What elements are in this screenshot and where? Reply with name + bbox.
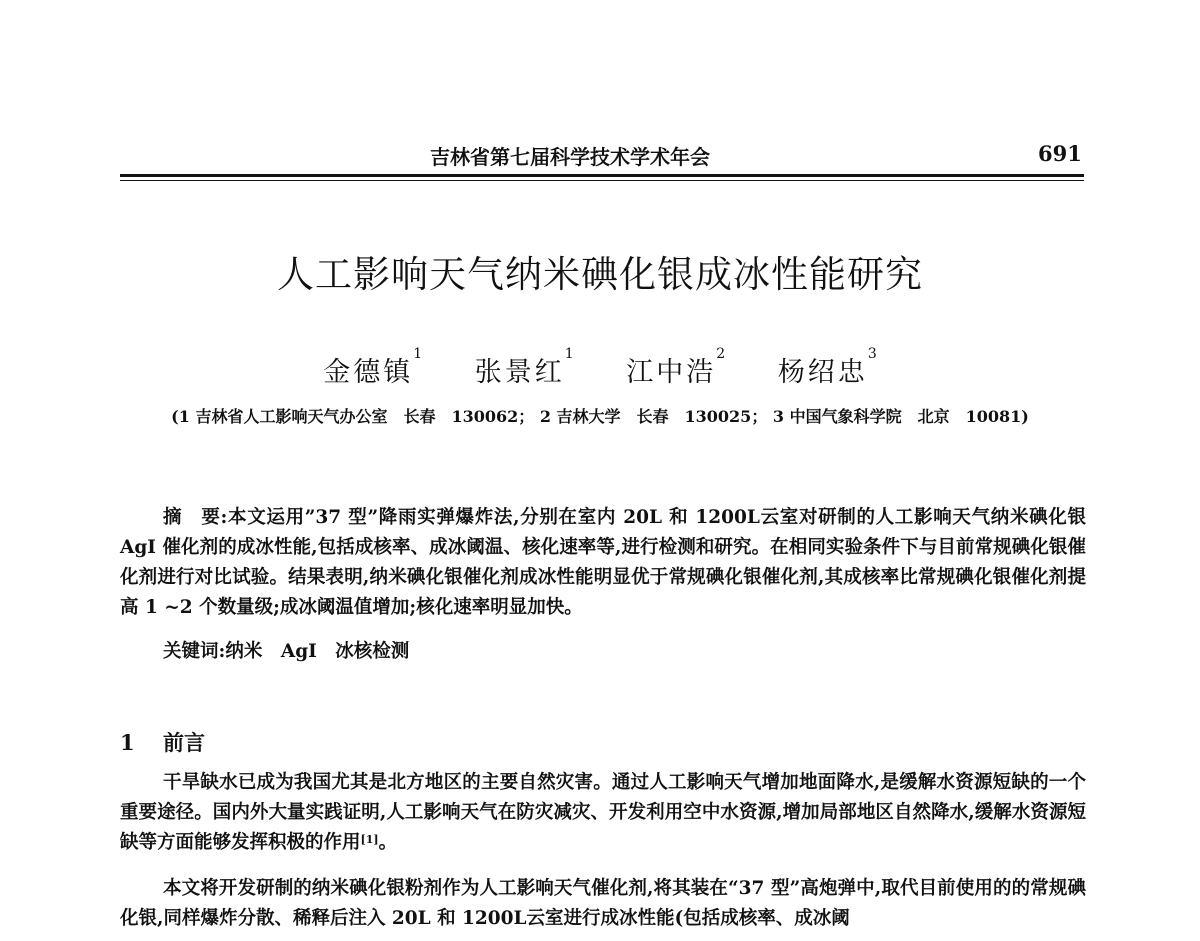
abstract-label: 摘 要: xyxy=(163,507,228,528)
keywords-text: 纳米 AgI 冰核检测 xyxy=(225,641,410,662)
author-name: 金德镇 xyxy=(323,357,414,388)
author-name: 杨绍忠 xyxy=(777,357,868,388)
paragraph-text: 干旱缺水已成为我国尤其是北方地区的主要自然灾害。通过人工影响天气增加地面降水,是缓解水资源短缺的一个重要途径。国内外大量实践证明,人工影响天气在防灾减灾、开发利用空中水资源,增加局部地区自然降水,缓解水资源短缺等方面能够发挥积极的作用 xyxy=(120,772,1086,853)
section-title: 前言 xyxy=(163,730,205,755)
abstract-text: 本文运用”37 型”降雨实弹爆炸法,分别在室内 20L 和 1200L云室对研制的人工影响天气纳米碘化银 AgI 催化剂的成冰性能,包括成核率、成冰阈温、核化速率等,进行检测和研究。在相同实验条件下与目前常规碘化银催化剂进行对比试验。结果表明,纳米碘化银催化剂成冰性能明显优于常规碘化银催化剂,其成核率比常规碘化银催化剂提高 1 ~2 个数量级;成冰阈温值增加;核化速率明显加快。 xyxy=(120,507,1086,618)
page-number: 691 xyxy=(1038,141,1082,166)
author-affiliation-mark: 1 xyxy=(413,346,423,362)
author-list xyxy=(0,346,1200,389)
paragraph-text: 本文将开发研制的纳米碘化银粉剂作为人工影响天气催化剂,将其装在“37 型”高炮弹中,取代目前使用的的常规碘化银,同样爆炸分散、稀释后注入 20L 和 1200L云室进行成冰性能(包括成核率、成冰阈 xyxy=(120,878,1086,929)
author-name: 张景红 xyxy=(474,357,565,388)
body-paragraph xyxy=(120,874,1086,934)
author xyxy=(626,346,726,389)
running-header-title: 吉林省第七届科学技术学术年会 xyxy=(430,145,710,169)
author-affiliation-mark: 3 xyxy=(867,346,877,362)
section-number: 1 xyxy=(120,730,135,755)
section-heading xyxy=(120,727,205,757)
author-name: 江中浩 xyxy=(626,357,717,388)
author xyxy=(777,346,877,389)
keywords xyxy=(163,637,1063,667)
author-affiliation-mark: 1 xyxy=(564,346,574,362)
abstract xyxy=(120,503,1086,623)
body-paragraph xyxy=(120,768,1086,858)
header-rule-thin xyxy=(120,180,1084,181)
author xyxy=(474,346,574,389)
author xyxy=(323,346,423,389)
header-rule-thick xyxy=(120,174,1084,177)
affiliations: (1 吉林省人工影响天气办公室 长春 130062； 2 吉林大学 长春 130025； 3 中国气象科学院 北京 10081) xyxy=(171,407,1029,426)
paragraph-end: 。 xyxy=(378,832,398,853)
keywords-label: 关键词: xyxy=(163,641,226,662)
citation-ref[interactable]: [1] xyxy=(360,833,379,846)
author-affiliation-mark: 2 xyxy=(716,346,726,362)
paper-title: 人工影响天气纳米碘化银成冰性能研究 xyxy=(277,253,923,296)
